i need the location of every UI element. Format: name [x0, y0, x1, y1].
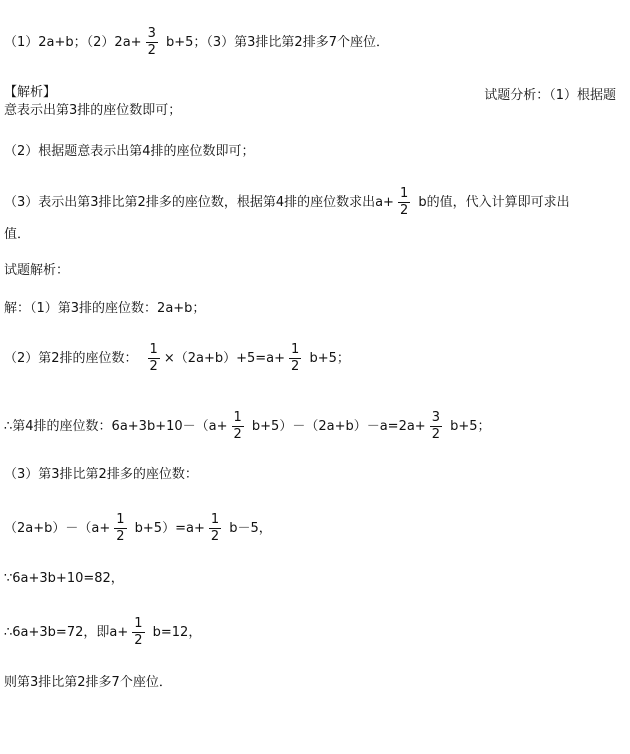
solution-text: b+5；: [305, 351, 350, 366]
fraction: [209, 512, 221, 545]
solution-text: b－5，: [225, 521, 272, 536]
analysis-line-4: [4, 186, 570, 219]
solution-text: b+5）=a+: [130, 521, 205, 536]
analysis-line-2: 意表示出第3排的座位数即可；: [4, 103, 182, 118]
solution-text: （2）第2排的座位数：: [4, 351, 138, 366]
analysis-text-b: b的值，代入计算即可求出: [414, 195, 570, 210]
solution-line-2: [4, 342, 350, 375]
fraction: [114, 512, 126, 545]
analysis-line-3: （2）根据题意表示出第4排的座位数即可；: [4, 144, 255, 159]
fraction-numerator: 1: [149, 342, 158, 357]
fraction-denominator: 2: [116, 529, 125, 544]
fraction-denominator: 2: [431, 427, 440, 442]
fraction-denominator: 2: [147, 43, 156, 58]
fraction: [289, 342, 301, 375]
solution-text: ×（2a+b）+5=a+: [163, 351, 286, 366]
fraction-numerator: 1: [399, 186, 409, 201]
solution-text: b+5；: [445, 419, 491, 434]
solution-line-7: [4, 616, 201, 649]
fraction-denominator: 2: [233, 427, 242, 442]
solution-title: 试题解析：: [4, 263, 70, 278]
fraction: [132, 616, 144, 649]
fraction-numerator: 1: [134, 616, 143, 631]
solution-text: b+5）－（2a+b）－a=2a+: [247, 419, 426, 434]
fraction-numerator: 1: [291, 342, 300, 357]
solution-text: ∴第4排的座位数：6a+3b+10－（a+: [4, 419, 228, 434]
fraction: [146, 26, 158, 59]
analysis-header-right: 试题分析：（1）根据题: [484, 88, 616, 103]
solution-text: （2a+b）－（a+: [4, 521, 111, 536]
answer-text-1: （1）2a+b；（2）2a+: [4, 35, 142, 50]
analysis-text-a: （3）表示出第3排比第2排多的座位数，根据第4排的座位数求出a+: [4, 195, 394, 210]
solution-line-1: 解：（1）第3排的座位数：2a+b；: [4, 301, 206, 316]
fraction-numerator: 3: [147, 26, 156, 41]
fraction: [398, 186, 410, 219]
analysis-line-5: 值．: [4, 227, 31, 242]
fraction-numerator: 1: [233, 410, 242, 425]
solution-line-3: [4, 410, 491, 443]
solution-line-8: 则第3排比第2排多7个座位．: [4, 675, 172, 690]
fraction: [430, 410, 442, 443]
answer-text-2: b+5；（3）第3排比第2排多7个座位．: [161, 35, 389, 50]
analysis-header: 【解析】: [4, 85, 57, 100]
fraction-denominator: 2: [210, 529, 220, 544]
answer-line: [4, 26, 389, 59]
solution-text: b=12，: [148, 625, 202, 640]
fraction-denominator: 2: [134, 633, 143, 648]
solution-text: ∴6a+3b=72，即a+: [4, 625, 129, 640]
fraction-denominator: 2: [291, 359, 300, 374]
fraction: [232, 410, 244, 443]
solution-line-5: [4, 512, 272, 545]
solution-line-6: ∵6a+3b+10=82，: [4, 571, 124, 586]
fraction-numerator: 3: [431, 410, 440, 425]
fraction: [148, 342, 160, 375]
fraction-denominator: 2: [399, 203, 409, 218]
fraction-denominator: 2: [149, 359, 158, 374]
fraction-numerator: 1: [210, 512, 220, 527]
solution-line-4: （3）第3排比第2排多的座位数：: [4, 467, 198, 482]
fraction-numerator: 1: [116, 512, 125, 527]
